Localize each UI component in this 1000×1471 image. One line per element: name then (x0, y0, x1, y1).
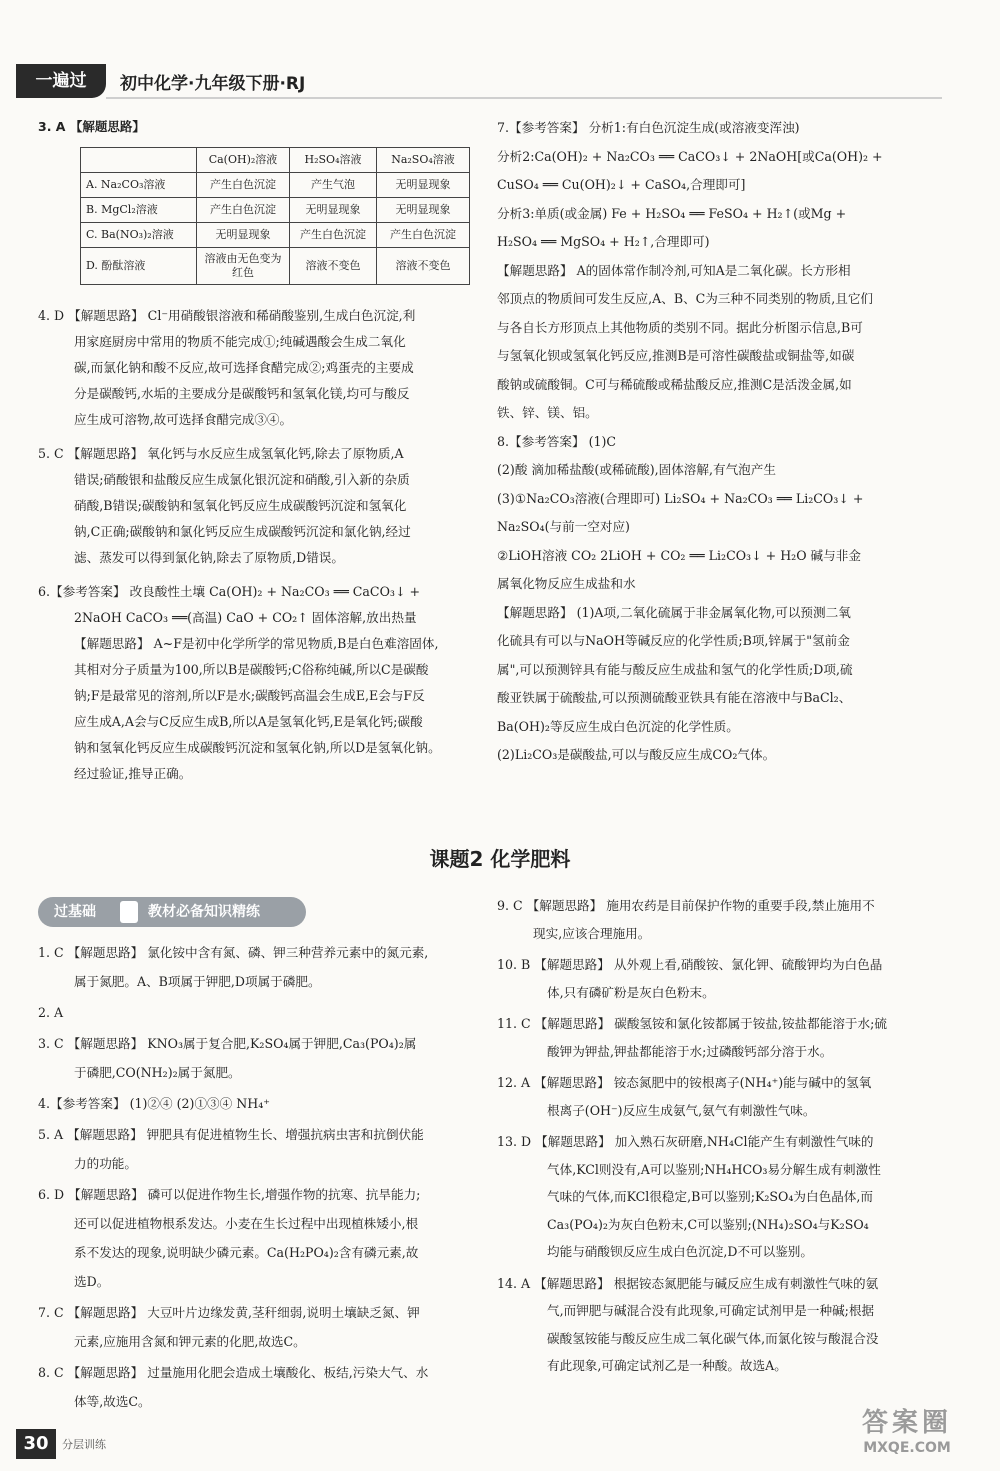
table-row (81, 198, 470, 223)
left-bottom-column (38, 938, 486, 1416)
page-number: 30 (16, 1429, 56, 1459)
table-cell: D. 酚酞溶液 (81, 248, 197, 285)
q3-label: 3. A 【解题思路】 (38, 119, 145, 134)
answer-line: 铁、锌、镁、铝。 (497, 405, 598, 420)
answer-line: 12. A 【解题思路】 铵态氮肥中的铵根离子(NH₄⁺)能与碱中的氢氧 (497, 1075, 872, 1090)
answer-line: CuSO₄ ══ Cu(OH)₂↓ + CaSO₄,合理即可] (497, 177, 746, 192)
table-cell: 无明显现象 (377, 198, 470, 223)
answer-line: 硝酸,B错误;碳酸钠和氢氧化钙反应生成碳酸钙沉淀和氢氧化 (74, 498, 407, 513)
answer-line: 分析3:单质(或金属) Fe + H₂SO₄ ══ FeSO₄ + H₂↑(或Mg + (497, 205, 847, 221)
answer-line: 钠;F是最常见的溶剂,所以F是水;碳酸钙高温会生成E,E会与F反 (74, 688, 425, 703)
answer-line: 其相对分子质量为100,所以B是碳酸钙;C俗称纯碱,所以C是碳酸 (74, 662, 429, 677)
answer-line: 邻顶点的物质间可发生反应,A、B、C为三种不同类别的物质,且它们 (497, 291, 874, 306)
answer-line: 【解题思路】 A~F是初中化学所学的常见物质,B是白色难溶固体, (74, 636, 439, 651)
table-cell: H₂SO₄溶液 (290, 148, 377, 173)
answer-line: 力的功能。 (74, 1156, 137, 1171)
answer-line: 属",可以预测锌具有能与酸反应生成盐和氢气的化学性质;D项,硫 (497, 661, 853, 677)
answer-line: 5. C 【解题思路】 氧化钙与水反应生成氢氧化钙,除去了原物质,A (38, 446, 404, 461)
table-row (81, 248, 470, 285)
answer-line: 用家庭厨房中常用的物质不能完成①;纯碱遇酸会生成二氧化 (74, 334, 406, 349)
watermark (832, 1408, 982, 1462)
answer-line: 与各自长方形顶点上其他物质的类别不同。据此分析图示信息,B可 (497, 319, 863, 335)
reaction-table (80, 147, 470, 285)
answer-line: Na₂SO₄(与前一空对应) (497, 519, 630, 534)
clipboard-icon (120, 901, 138, 923)
answer-line: 11. C 【解题思路】 碳酸氢铵和氯化铵都属于铵盐,铵盐都能溶于水;硫 (497, 1016, 887, 1031)
answer-line: 与氢氧化钡或氢氧化钙反应,推测B是可溶性碳酸盐或铜盐等,如碳 (497, 348, 855, 363)
answer-line: (3)①Na₂CO₃溶液(合理即可) Li₂SO₄ + Na₂CO₃ ══ Li₂CO₃↓ + (497, 490, 864, 506)
table-cell: Ca(OH)₂溶液 (197, 148, 290, 173)
table-cell: Na₂SO₄溶液 (377, 148, 470, 173)
answer-line: Ba(OH)₂等反应生成白色沉淀的化学性质。 (497, 718, 739, 734)
answer-line: 钠和氢氧化钙反应生成碳酸钙沉淀和氢氧化钠,所以D是氢氧化钠。 (74, 740, 441, 755)
answer-line: 均能与硝酸钡反应生成白色沉淀,D不可以鉴别。 (547, 1244, 813, 1259)
answer-line: 2NaOH CaCO₃ ══(高温) CaO + CO₂↑ 固体溶解,放出热量 (74, 610, 417, 625)
answer-line: 7. C 【解题思路】 大豆叶片边缘发黄,茎秆细弱,说明土壤缺乏氮、钾 (38, 1305, 420, 1320)
header-title: 初中化学·九年级下册·RJ (120, 74, 306, 94)
table-cell: A. Na₂CO₃溶液 (81, 173, 197, 198)
answer-line: 4. D 【解题思路】 Cl⁻用硝酸银溶液和稀硝酸鉴别,生成白色沉淀,利 (38, 308, 416, 323)
answer-line: 6.【参考答案】 改良酸性土壤 Ca(OH)₂ + Na₂CO₃ ══ CaCO₃↓ + (38, 584, 421, 599)
answer-line: 8.【参考答案】 (1)C (497, 433, 617, 449)
answer-line: 分析2:Ca(OH)₂ + Na₂CO₃ ══ CaCO₃↓ + 2NaOH[或Ca(OH)₂ + (497, 148, 883, 164)
table-cell: 产生白色沉淀 (290, 223, 377, 248)
table-row (81, 173, 470, 198)
table-cell: 无明显现象 (377, 173, 470, 198)
table-cell: 溶液不变色 (377, 248, 470, 285)
answer-line: 2. A (38, 1005, 64, 1020)
answer-line: 还可以促进植物根系发达。小麦在生长过程中出现植株矮小,根 (74, 1216, 419, 1231)
table-cell: 产生白色沉淀 (197, 198, 290, 223)
answer-line: 气,而钾肥与碱混合没有此现象,可确定试剂甲是一种碱;根据 (547, 1303, 875, 1318)
table-row (81, 223, 470, 248)
answer-line: H₂SO₄ ══ MgSO₄ + H₂↑,合理即可) (497, 234, 710, 249)
table-cell: C. Ba(NO₃)₂溶液 (81, 223, 197, 248)
banner-left-label: 过基础 (54, 904, 96, 920)
left-middle-column (38, 303, 486, 787)
answer-line: 元素,应施用含氮和钾元素的化肥,故选C。 (74, 1334, 306, 1349)
left-top-column (38, 114, 486, 140)
table-cell: 溶液不变色 (290, 248, 377, 285)
table-cell: 无明显现象 (290, 198, 377, 223)
answer-line: (2)Li₂CO₃是碳酸盐,可以与酸反应生成CO₂气体。 (497, 747, 776, 762)
table-row (81, 148, 470, 173)
answer-line: 10. B 【解题思路】 从外观上看,硝酸铵、氯化钾、硫酸钾均为白色晶 (497, 957, 883, 972)
answer-line: 4.【参考答案】 (1)②④ (2)①③④ NH₄⁺ (38, 1096, 270, 1111)
answer-line: 碳酸氢铵能与酸反应生成二氧化碳气体,而氯化铵与酸混合没 (547, 1330, 879, 1346)
answer-line: 1. C 【解题思路】 氯化铵中含有氮、磷、钾三种营养元素中的氮元素, (38, 945, 429, 960)
answer-line: 错误;硝酸银和盐酸反应生成氯化银沉淀和硝酸,引入新的杂质 (74, 472, 410, 487)
section-banner (38, 897, 306, 927)
answer-line: 选D。 (74, 1274, 110, 1289)
table-cell: 溶液由无色变为红色 (197, 248, 290, 285)
header-rule (106, 97, 942, 99)
answer-line: 酸亚铁属于硫酸盐,可以预测硫酸亚铁具有能在溶液中与BaCl₂、 (497, 690, 852, 705)
answer-line: 14. A 【解题思路】 根据铵态氮肥能与碱反应生成有刺激性气味的氨 (497, 1275, 879, 1291)
answer-line: 钠,C正确;碳酸钠和氯化钙反应生成碳酸钙沉淀和氯化钠,经过 (74, 524, 411, 539)
right-bottom-column (497, 892, 947, 1380)
answer-line: 酸钾为钾盐,钾盐都能溶于水;过磷酸钙部分溶于水。 (547, 1043, 833, 1059)
answer-line: 酸钠或硫酸铜。C可与稀硫酸或稀盐酸反应,推测C是活泼金属,如 (497, 376, 852, 392)
table-cell: 产生气泡 (290, 173, 377, 198)
watermark-url: MXQE.COM (863, 1440, 951, 1456)
page-header (16, 64, 940, 100)
table-cell (81, 148, 197, 173)
answer-line: 7.【参考答案】 分析1:有白色沉淀生成(或溶液变浑浊) (497, 120, 800, 135)
answer-line: 6. D 【解题思路】 磷可以促进作物生长,增强作物的抗寒、抗旱能力; (38, 1187, 421, 1202)
answer-line: 经过验证,推导正确。 (74, 766, 192, 781)
answer-line: 属氧化物反应生成盐和水 (497, 576, 636, 591)
table-cell: 无明显现象 (197, 223, 290, 248)
section-title: 课题2 化学肥料 (429, 847, 571, 871)
table-cell: 产生白色沉淀 (377, 223, 470, 248)
answer-line: 9. C 【解题思路】 施用农药是目前保护作物的重要手段,禁止施用不 (497, 898, 875, 913)
brand-logo: 一遍过 (16, 64, 106, 98)
banner-right-label: 教材必备知识精练 (148, 904, 260, 920)
answer-line: 化硫具有可以与NaOH等碱反应的化学性质;B项,锌属于"氢前金 (497, 633, 850, 648)
answer-line: ②LiOH溶液 CO₂ 2LiOH + CO₂ ══ Li₂CO₃↓ + H₂O 碱与非金 (497, 547, 861, 563)
table-cell: B. MgCl₂溶液 (81, 198, 197, 223)
answer-line: 气味的气体,而KCl很稳定,B可以鉴别;K₂SO₄为白色晶体,而 (547, 1189, 873, 1204)
answer-line: 3. C 【解题思路】 KNO₃属于复合肥,K₂SO₄属于钾肥,Ca₃(PO₄)₂属 (38, 1036, 417, 1051)
answer-line: 【解题思路】 A的固体常作制冷剂,可知A是二氧化碳。长方形相 (497, 262, 851, 278)
answer-line: Ca₃(PO₄)₂为灰白色粉末,C可以鉴别;(NH₄)₂SO₄与K₂SO₄ (547, 1216, 869, 1232)
answer-line: 13. D 【解题思路】 加入熟石灰研磨,NH₄Cl能产生有刺激性气味的 (497, 1134, 874, 1149)
answer-line: 体等,故选C。 (74, 1394, 151, 1409)
answer-line: 5. A 【解题思路】 钾肥具有促进植物生长、增强抗病虫害和抗倒伏能 (38, 1127, 424, 1142)
answer-line: 现实,应该合理施用。 (533, 925, 651, 941)
answer-line: 【解题思路】 (1)A项,二氧化硫属于非金属氧化物,可以预测二氧 (497, 604, 851, 620)
footer-label: 分层训练 (62, 1438, 106, 1451)
answer-line: 根离子(OH⁻)反应生成氨气,氨气有刺激性气味。 (547, 1102, 816, 1118)
watermark-title: 答案圈 (861, 1408, 952, 1438)
answer-line: 属于氮肥。A、B项属于钾肥,D项属于磷肥。 (74, 974, 321, 989)
answer-line: 气体,KCl则没有,A可以鉴别;NH₄HCO₃易分解生成有刺激性 (547, 1161, 881, 1177)
answer-line: 应生成可溶物,故可选择食醋完成③④。 (74, 412, 293, 427)
answer-line: 碳,而氯化钠和酸不反应,故可选择食醋完成②;鸡蛋壳的主要成 (74, 360, 414, 375)
answer-line: (2)酸 滴加稀盐酸(或稀硫酸),固体溶解,有气泡产生 (497, 462, 776, 477)
answer-line: 滤、蒸发可以得到氯化钠,除去了原物质,D错误。 (74, 550, 344, 565)
right-top-column (497, 114, 947, 770)
answer-line: 应生成A,A会与C反应生成B,所以A是氢氧化钙,E是氧化钙;碳酸 (74, 714, 423, 729)
answer-line: 于磷肥,CO(NH₂)₂属于氮肥。 (74, 1065, 241, 1080)
answer-line: 系不发达的现象,说明缺少磷元素。Ca(H₂PO₄)₂含有磷元素,故 (74, 1245, 419, 1260)
answer-line: 分是碳酸钙,水垢的主要成分是碳酸钙和氢氧化镁,均可与酸反 (74, 386, 410, 401)
answer-line: 8. C 【解题思路】 过量施用化肥会造成土壤酸化、板结,污染大气、水 (38, 1365, 429, 1380)
answer-line: 有此现象,可确定试剂乙是一种酸。故选A。 (547, 1358, 787, 1373)
answer-line: 体,只有磷矿粉是灰白色粉末。 (547, 984, 715, 1000)
table-cell: 产生白色沉淀 (197, 173, 290, 198)
